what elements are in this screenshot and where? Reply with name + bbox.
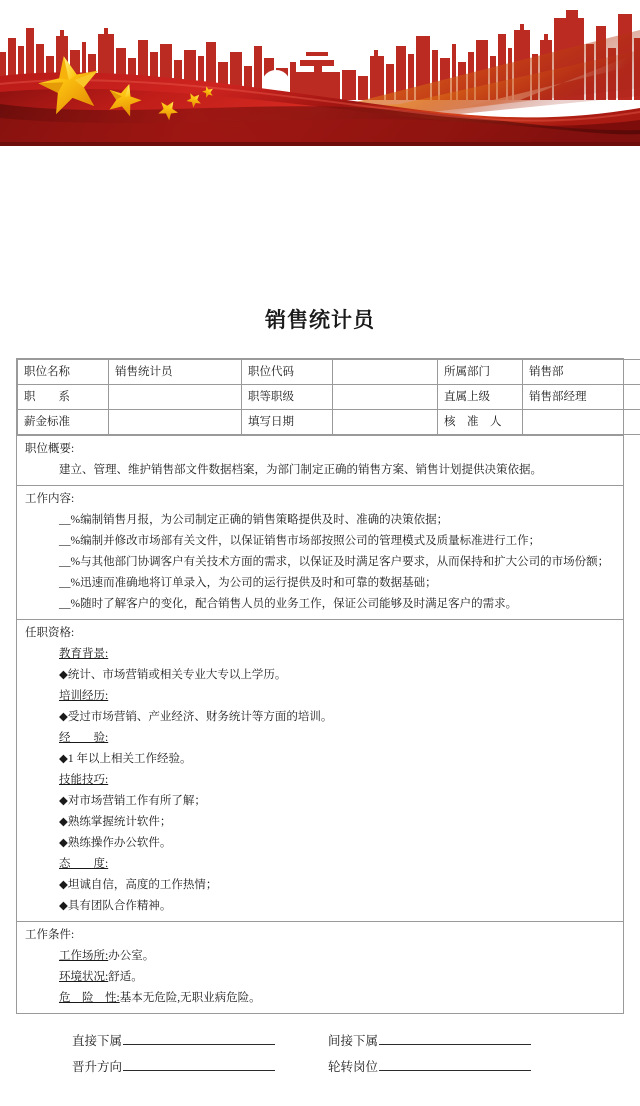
qualification-item-text: 熟练掌握统计软件； bbox=[67, 816, 172, 829]
cell-value-approver[interactable] bbox=[523, 410, 640, 435]
work-conditions-heading: 工作条件: bbox=[25, 929, 75, 942]
field-blank-line[interactable] bbox=[379, 1031, 531, 1045]
cell-value-department[interactable]: 销售部 bbox=[523, 360, 640, 385]
qualification-item bbox=[17, 896, 623, 917]
qualifications-heading: 任职资格: bbox=[25, 627, 75, 640]
field-blank-line[interactable] bbox=[379, 1057, 531, 1071]
field-rotation-position bbox=[328, 1054, 584, 1080]
work-content-marker: __% bbox=[59, 556, 81, 569]
bullet-icon: ◆ bbox=[59, 795, 68, 808]
work-condition-item bbox=[17, 988, 623, 1009]
work-content-item bbox=[17, 531, 623, 552]
cell-label-job-family: 职 系 bbox=[18, 385, 109, 410]
qualification-group-label bbox=[17, 686, 623, 707]
field-label: 轮转岗位 bbox=[328, 1060, 379, 1075]
cell-value-job-family[interactable] bbox=[109, 385, 242, 410]
qualification-item-text: 1 年以上相关工作经验。 bbox=[67, 753, 192, 766]
banner-graphic bbox=[0, 0, 640, 146]
qualification-item-text: 统计、市场营销或相关专业大专以上学历。 bbox=[67, 669, 287, 682]
field-label: 间接下属 bbox=[328, 1034, 379, 1049]
footer-row bbox=[16, 1054, 624, 1080]
qualification-item bbox=[17, 749, 623, 770]
cell-label-position-code: 职位代码 bbox=[242, 360, 333, 385]
qualification-item-text: 受过市场营销、产业经济、财务统计等方面的培训。 bbox=[67, 711, 333, 724]
qualification-item bbox=[17, 875, 623, 896]
job-description-sheet bbox=[16, 358, 624, 1014]
qualification-group-label bbox=[17, 854, 623, 875]
cell-label-grade: 职等职级 bbox=[242, 385, 333, 410]
work-condition-label: 危 险 性: bbox=[59, 992, 120, 1005]
bullet-icon: ◆ bbox=[59, 711, 68, 724]
cell-label-fill-date: 填写日期 bbox=[242, 410, 333, 435]
qualification-group-label bbox=[17, 770, 623, 791]
work-content-text: 编制销售月报，为公司制定正确的销售策略提供及时、准确的决策依据； bbox=[80, 514, 449, 527]
field-label: 晋升方向 bbox=[72, 1060, 123, 1075]
footer-fields bbox=[16, 1028, 624, 1080]
cell-label-supervisor: 直属上级 bbox=[438, 385, 523, 410]
field-blank-line[interactable] bbox=[123, 1057, 275, 1071]
work-content-text: 迅速而准确地将订单录入，为公司的运行提供及时和可靠的数据基础； bbox=[80, 577, 437, 590]
work-content-marker: __% bbox=[59, 514, 81, 527]
work-content-text: 随时了解客户的变化，配合销售人员的业务工作，保证公司能够及时满足客户的需求。 bbox=[80, 598, 518, 611]
qualification-item-text: 对市场营销工作有所了解； bbox=[67, 795, 206, 808]
work-content-marker: __% bbox=[59, 598, 81, 611]
document-body bbox=[0, 146, 640, 1080]
qualification-item-text: 熟练操作办公软件。 bbox=[67, 837, 172, 850]
table-row bbox=[18, 410, 640, 435]
work-condition-label: 工作场所: bbox=[59, 950, 109, 963]
bullet-icon: ◆ bbox=[59, 816, 68, 829]
work-content-heading: 工作内容: bbox=[25, 493, 75, 506]
field-blank-line[interactable] bbox=[123, 1031, 275, 1045]
summary-text: 建立、管理、维护销售部文件数据档案，为部门制定正确的销售方案、销售计划提供决策依据。 bbox=[59, 464, 542, 477]
cell-value-position-code[interactable] bbox=[333, 360, 438, 385]
work-content-item bbox=[17, 594, 623, 615]
qualification-item bbox=[17, 812, 623, 833]
bullet-icon: ◆ bbox=[59, 837, 68, 850]
cell-label-department: 所属部门 bbox=[438, 360, 523, 385]
qualification-item-text: 坦诚自信，高度的工作热情； bbox=[67, 879, 218, 892]
work-content-marker: __% bbox=[59, 577, 81, 590]
work-condition-item bbox=[17, 967, 623, 988]
section-work-conditions bbox=[17, 921, 623, 1013]
field-label: 直接下属 bbox=[72, 1034, 123, 1049]
work-content-text: 编制并修改市场部有关文件，以保证销售市场部按照公司的管理模式及质量标准进行工作； bbox=[80, 535, 541, 548]
cell-value-fill-date[interactable] bbox=[333, 410, 438, 435]
qualification-item-text: 具有团队合作精神。 bbox=[67, 900, 172, 913]
section-work-content bbox=[17, 485, 623, 619]
cell-value-grade[interactable] bbox=[333, 385, 438, 410]
footer-row bbox=[16, 1028, 624, 1054]
qualification-group-label-text: 技能技巧: bbox=[59, 774, 109, 787]
work-content-item bbox=[17, 510, 623, 531]
qualification-item bbox=[17, 791, 623, 812]
summary-heading: 职位概要: bbox=[25, 443, 75, 456]
table-row bbox=[18, 360, 640, 385]
field-promotion-path bbox=[72, 1054, 328, 1080]
bullet-icon: ◆ bbox=[59, 753, 68, 766]
work-content-item bbox=[17, 552, 623, 573]
work-content-item bbox=[17, 573, 623, 594]
qualification-item bbox=[17, 665, 623, 686]
page-title: 销售统计员 bbox=[265, 308, 375, 332]
cell-value-position-name[interactable]: 销售统计员 bbox=[109, 360, 242, 385]
field-indirect-reports bbox=[328, 1028, 584, 1054]
work-condition-value: 舒适。 bbox=[108, 971, 143, 984]
work-content-text: 与其他部门协调客户有关技术方面的需求，以保证及时满足客户要求，从而保持和扩大公司的市场份额； bbox=[80, 556, 610, 569]
header-banner bbox=[0, 0, 640, 146]
qualification-group-label-text: 培训经历: bbox=[59, 690, 109, 703]
bullet-icon: ◆ bbox=[59, 879, 68, 892]
work-condition-item bbox=[17, 946, 623, 967]
section-qualifications bbox=[17, 619, 623, 921]
work-condition-label: 环境状况: bbox=[59, 971, 109, 984]
qualification-group-label-text: 教育背景: bbox=[59, 648, 109, 661]
bullet-icon: ◆ bbox=[59, 669, 68, 682]
qualification-group-label-text: 态 度: bbox=[59, 858, 109, 871]
cell-value-salary[interactable] bbox=[109, 410, 242, 435]
work-condition-value: 基本无危险,无职业病危险。 bbox=[119, 992, 261, 1005]
section-summary bbox=[17, 435, 623, 485]
field-direct-reports bbox=[72, 1028, 328, 1054]
work-condition-value: 办公室。 bbox=[108, 950, 155, 963]
qualification-item bbox=[17, 833, 623, 854]
bullet-icon: ◆ bbox=[59, 900, 68, 913]
position-info-table bbox=[17, 359, 640, 435]
cell-label-position-name: 职位名称 bbox=[18, 360, 109, 385]
qualification-group-label-text: 经 验: bbox=[59, 732, 109, 745]
table-row bbox=[18, 385, 640, 410]
cell-value-supervisor[interactable]: 销售部经理 bbox=[523, 385, 640, 410]
cell-label-approver: 核 准 人 bbox=[438, 410, 523, 435]
cell-label-salary: 薪金标准 bbox=[18, 410, 109, 435]
qualification-group-label bbox=[17, 728, 623, 749]
qualification-item bbox=[17, 707, 623, 728]
qualification-group-label bbox=[17, 644, 623, 665]
work-content-marker: __% bbox=[59, 535, 81, 548]
